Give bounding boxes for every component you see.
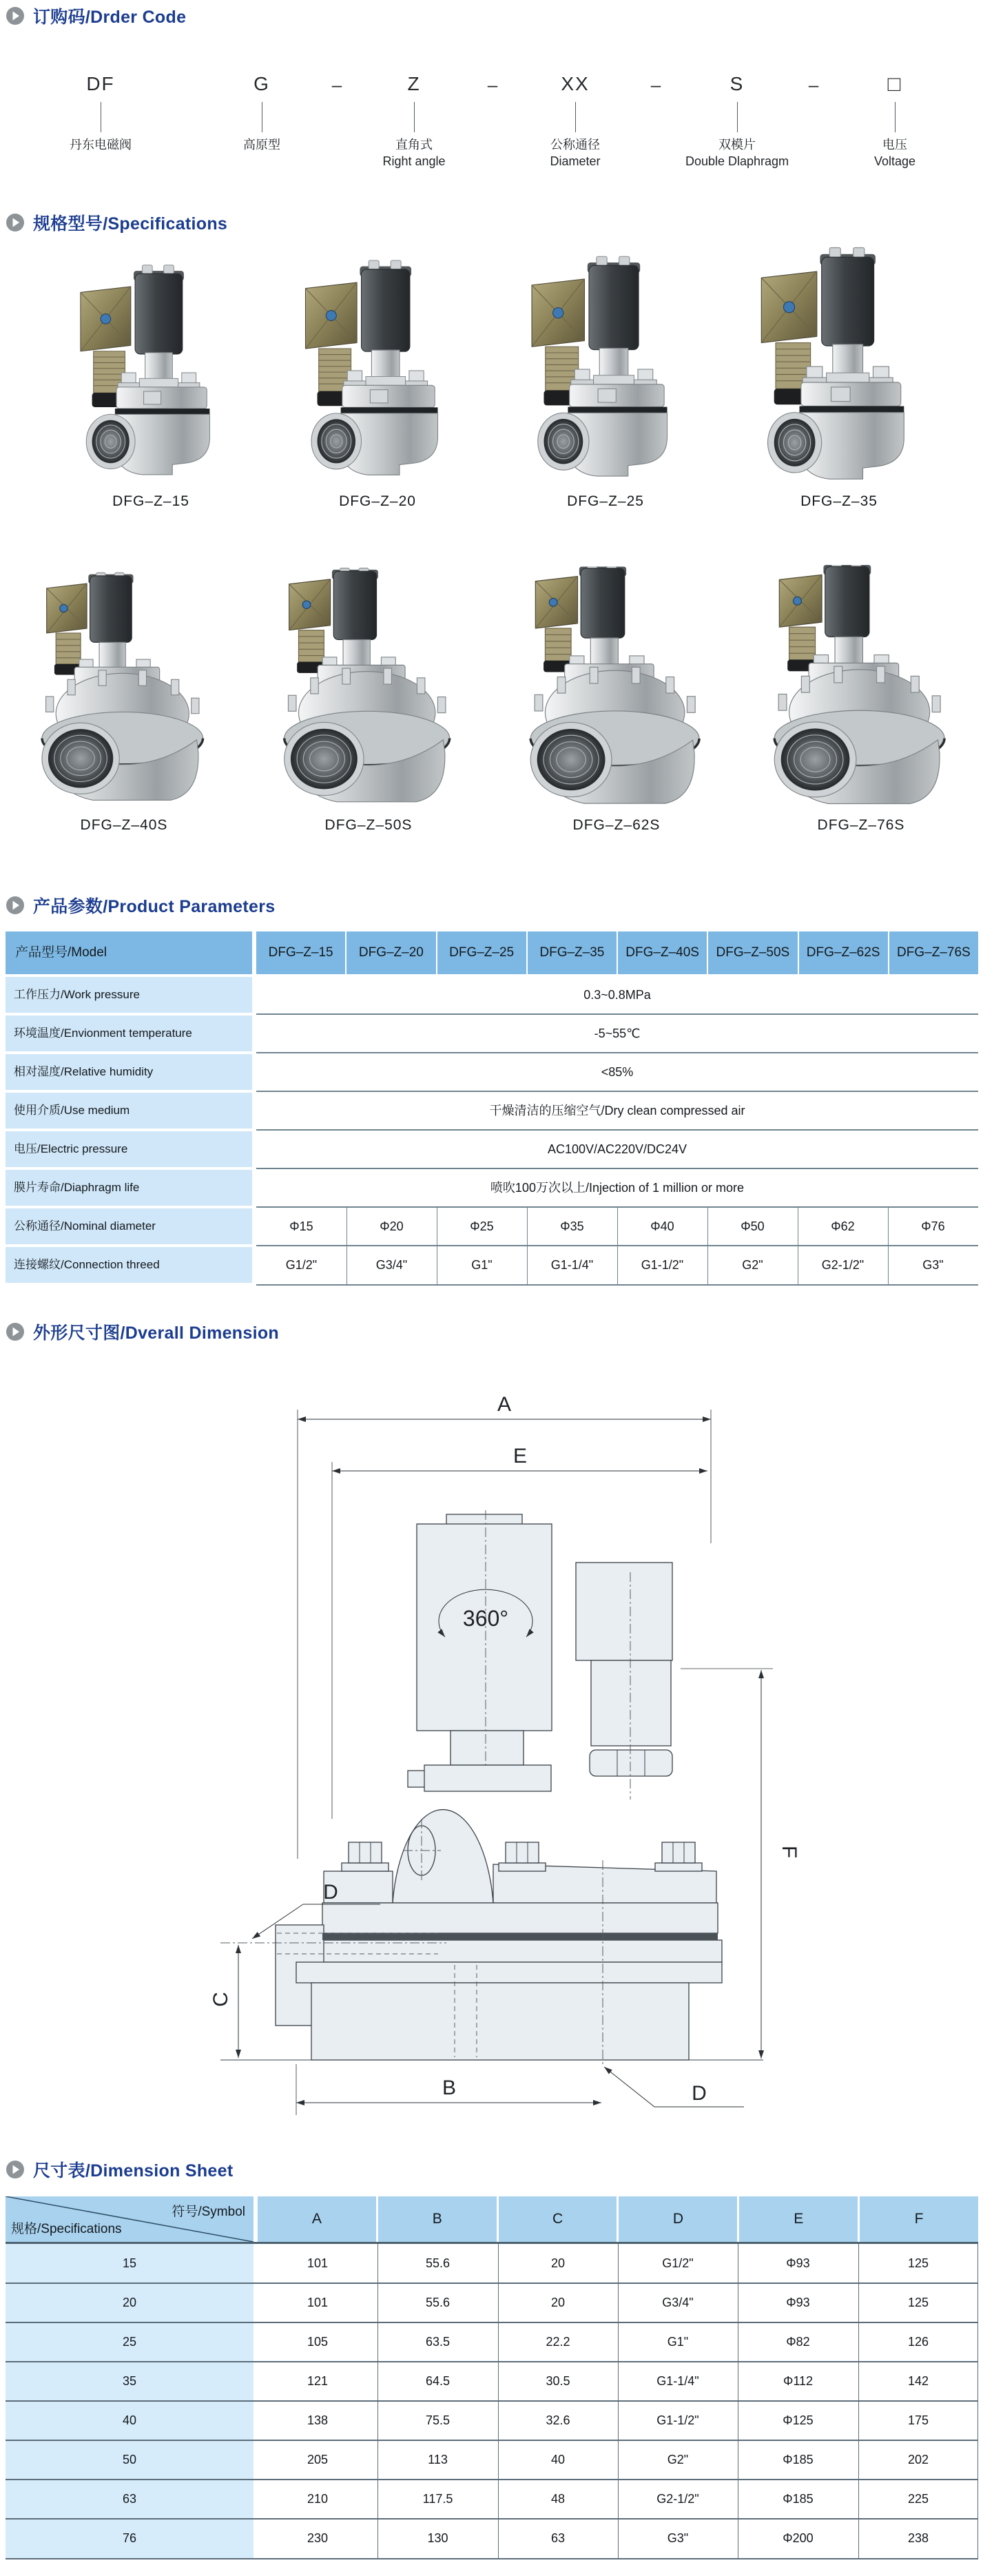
row-value: <85% bbox=[601, 1065, 634, 1079]
cell: G1/2" bbox=[285, 1258, 318, 1272]
column-divider bbox=[888, 1207, 889, 1286]
parameters-table bbox=[6, 931, 978, 1290]
cell: 202 bbox=[907, 2453, 929, 2466]
row-label: 膜片寿命/Diaphragm life bbox=[6, 1170, 252, 1206]
cell: 126 bbox=[907, 2335, 929, 2349]
code-dash: – bbox=[331, 74, 342, 95]
cell: G2-1/2" bbox=[656, 2492, 699, 2506]
cell: Φ15 bbox=[289, 1219, 313, 1233]
column-header: DFG–Z–35 bbox=[528, 931, 618, 974]
column-header: F bbox=[860, 2196, 978, 2242]
product-photo bbox=[744, 247, 934, 486]
code-label-cn: 高原型 bbox=[243, 138, 280, 152]
row-divider bbox=[256, 1052, 978, 1053]
model-caption: DFG–Z–15 bbox=[112, 493, 189, 509]
column-divider bbox=[858, 2244, 859, 2559]
diagonal-header-cell bbox=[6, 2196, 253, 2242]
product-photo bbox=[265, 568, 472, 810]
spec-cell: 20 bbox=[6, 2283, 253, 2322]
row-divider bbox=[6, 2283, 978, 2284]
column-divider bbox=[346, 1207, 347, 1286]
column-divider bbox=[618, 2244, 619, 2559]
row-divider bbox=[6, 2558, 978, 2559]
column-divider bbox=[377, 2244, 378, 2559]
dim-label-D: D bbox=[692, 2082, 707, 2105]
symbol-header-row bbox=[258, 2196, 978, 2242]
row-label: 电压/Electric pressure bbox=[6, 1131, 252, 1167]
cell: Φ112 bbox=[783, 2374, 814, 2388]
column-divider bbox=[617, 1207, 618, 1286]
cell: 40 bbox=[550, 2453, 566, 2466]
overall-dimension-drawing bbox=[193, 1392, 799, 2150]
cell: G3/4" bbox=[662, 2296, 694, 2309]
cell: 101 bbox=[307, 2296, 329, 2309]
cell: G2" bbox=[742, 1258, 763, 1272]
cell: 105 bbox=[307, 2335, 329, 2349]
model-caption: DFG–Z–50S bbox=[324, 817, 413, 833]
row-label: 公称通径/Nominal diameter bbox=[6, 1208, 252, 1244]
connector-line bbox=[575, 102, 576, 132]
code-label-en: Voltage bbox=[873, 154, 916, 168]
cell: 205 bbox=[307, 2453, 329, 2466]
cell: G3" bbox=[922, 1258, 944, 1272]
product-photo bbox=[515, 252, 696, 486]
column-header: DFG–Z–40S bbox=[618, 931, 708, 974]
row-label: 相对湿度/Relative humidity bbox=[6, 1054, 252, 1090]
spec-cell: 63 bbox=[6, 2480, 253, 2519]
column-header: E bbox=[739, 2196, 860, 2242]
cell: Φ82 bbox=[786, 2335, 810, 2349]
model-caption: DFG–Z–25 bbox=[567, 493, 644, 509]
cell: 48 bbox=[550, 2492, 566, 2506]
section-header-dimension-drawing bbox=[6, 1320, 279, 1343]
column-header: DFG–Z–62S bbox=[799, 931, 889, 974]
dim-label-D: D bbox=[323, 1881, 338, 1904]
section-header-specifications bbox=[6, 211, 227, 234]
cell: 238 bbox=[907, 2531, 929, 2545]
model-caption: DFG–Z–20 bbox=[339, 493, 416, 509]
cell: 63.5 bbox=[425, 2335, 451, 2349]
code-dash: – bbox=[650, 74, 661, 95]
column-header: C bbox=[499, 2196, 619, 2242]
product-photo bbox=[23, 570, 225, 810]
connector-line bbox=[737, 102, 738, 132]
cell: G1-1/4" bbox=[656, 2374, 699, 2388]
section-header-dimension-sheet bbox=[6, 2158, 233, 2181]
cell: G1/2" bbox=[662, 2256, 694, 2270]
code-label-cn: 公称通径 bbox=[550, 138, 600, 152]
row-label: 环境温度/Envionment temperature bbox=[6, 1016, 252, 1051]
row-divider bbox=[256, 1091, 978, 1092]
play-icon bbox=[6, 213, 25, 232]
play-icon bbox=[6, 6, 25, 25]
spec-cell: 35 bbox=[6, 2362, 253, 2401]
cell: 138 bbox=[307, 2413, 329, 2427]
product-photo bbox=[65, 259, 237, 486]
section-title: 外形尺寸图/Dverall Dimension bbox=[33, 1323, 279, 1343]
cell: 55.6 bbox=[425, 2256, 451, 2270]
column-divider bbox=[527, 1207, 528, 1286]
cell: G2" bbox=[667, 2453, 689, 2466]
dim-label-E: E bbox=[513, 1445, 528, 1467]
model-header-row bbox=[256, 931, 978, 974]
corner-spec-label: 规格/Specifications bbox=[11, 2222, 122, 2236]
row-divider bbox=[6, 2400, 978, 2402]
model-caption: DFG–Z–62S bbox=[572, 817, 661, 833]
cell: 101 bbox=[307, 2256, 329, 2270]
section-title: 订购码/Drder Code bbox=[33, 8, 187, 27]
model-caption: DFG–Z–76S bbox=[817, 817, 905, 833]
row-divider bbox=[6, 2322, 978, 2323]
order-code-segment: S bbox=[730, 73, 745, 94]
cell: Φ93 bbox=[786, 2296, 810, 2309]
cell: G3/4" bbox=[375, 1258, 408, 1272]
product-photo bbox=[511, 566, 722, 810]
cell: Φ125 bbox=[783, 2413, 814, 2427]
cell: G1-1/4" bbox=[550, 1258, 594, 1272]
cell: 30.5 bbox=[546, 2374, 570, 2388]
spec-cell: 76 bbox=[6, 2519, 253, 2558]
code-dash: – bbox=[808, 74, 819, 95]
dimension-sheet-table bbox=[6, 2196, 978, 2560]
code-label-cn: 双模片 bbox=[718, 138, 756, 152]
spec-cell: 25 bbox=[6, 2322, 253, 2362]
cell: Φ185 bbox=[783, 2492, 814, 2506]
code-dash: – bbox=[487, 74, 498, 95]
play-icon bbox=[6, 896, 25, 915]
cell: 175 bbox=[907, 2413, 929, 2427]
cell: 121 bbox=[307, 2374, 329, 2388]
row-label: 使用介质/Use medium bbox=[6, 1093, 252, 1129]
section-title: 产品参数/Product Parameters bbox=[33, 897, 276, 916]
cell: 113 bbox=[428, 2453, 448, 2466]
cell: 130 bbox=[427, 2531, 448, 2545]
cell: G3" bbox=[667, 2531, 689, 2545]
cell: 125 bbox=[907, 2296, 929, 2309]
product-photo bbox=[754, 565, 969, 810]
code-label-en: Diameter bbox=[550, 154, 601, 168]
cell: 142 bbox=[907, 2374, 929, 2388]
row-divider bbox=[6, 2440, 978, 2441]
order-code-segment: Z bbox=[407, 73, 421, 94]
cell: Φ50 bbox=[741, 1219, 765, 1233]
cell: Φ40 bbox=[650, 1219, 674, 1233]
code-label-en: Right angle bbox=[382, 154, 446, 168]
cell: Φ93 bbox=[786, 2256, 810, 2270]
row-divider bbox=[256, 1129, 978, 1131]
row-value: 干燥清洁的压缩空气/Dry clean compressed air bbox=[489, 1104, 745, 1117]
cell: 20 bbox=[550, 2256, 566, 2270]
play-icon bbox=[6, 2160, 25, 2179]
section-header-parameters bbox=[6, 894, 275, 917]
cell: 63 bbox=[550, 2531, 566, 2545]
section-title: 规格型号/Specifications bbox=[33, 214, 228, 234]
dim-label-B: B bbox=[442, 2077, 457, 2099]
column-header: DFG–Z–25 bbox=[437, 931, 528, 974]
section-title: 尺寸表/Dimension Sheet bbox=[33, 2161, 234, 2181]
cell: 75.5 bbox=[425, 2413, 451, 2427]
cell: Φ200 bbox=[783, 2531, 814, 2545]
row-divider bbox=[256, 1013, 978, 1015]
cell: Φ62 bbox=[831, 1219, 855, 1233]
cell: 230 bbox=[307, 2531, 329, 2545]
row-divider bbox=[256, 1168, 978, 1169]
order-code-segment: G bbox=[253, 73, 270, 94]
column-header: B bbox=[378, 2196, 499, 2242]
row-value: AC100V/AC220V/DC24V bbox=[547, 1142, 687, 1156]
spec-cell: 15 bbox=[6, 2244, 253, 2283]
dim-label-F: F bbox=[778, 1845, 799, 1859]
cell: G1-1/2" bbox=[641, 1258, 684, 1272]
cell: Φ25 bbox=[470, 1219, 494, 1233]
rotation-annotation: 360° bbox=[462, 1606, 509, 1631]
code-label-cn: 丹东电磁阀 bbox=[70, 138, 132, 152]
cell: 125 bbox=[907, 2256, 929, 2270]
section-header-order-code bbox=[6, 4, 186, 28]
cell: 55.6 bbox=[425, 2296, 451, 2309]
column-header: D bbox=[619, 2196, 739, 2242]
code-label-en: Double Dlaphragm bbox=[685, 154, 789, 168]
connector-line bbox=[414, 102, 415, 132]
cell: G1-1/2" bbox=[656, 2413, 699, 2427]
cell: 20 bbox=[550, 2296, 566, 2309]
cell: 32.6 bbox=[546, 2413, 570, 2427]
spec-cell: 50 bbox=[6, 2440, 253, 2480]
cell: 22.2 bbox=[546, 2335, 570, 2349]
column-header: DFG–Z–15 bbox=[256, 931, 346, 974]
cell: 225 bbox=[907, 2492, 929, 2506]
cell: 210 bbox=[307, 2492, 329, 2506]
spec-cell: 40 bbox=[6, 2401, 253, 2440]
cell: Φ76 bbox=[921, 1219, 945, 1233]
column-divider bbox=[977, 2244, 978, 2559]
cell: G2-1/2" bbox=[821, 1258, 865, 1272]
row-divider bbox=[6, 2518, 978, 2520]
dim-label-A: A bbox=[497, 1393, 512, 1416]
product-photo bbox=[289, 255, 466, 486]
column-header: 产品型号/Model bbox=[6, 931, 252, 974]
row-divider bbox=[6, 2479, 978, 2480]
row-value: -5~55℃ bbox=[594, 1027, 641, 1040]
gasket-band bbox=[322, 1933, 718, 1940]
model-caption: DFG–Z–35 bbox=[800, 493, 878, 509]
corner-symbol-label: 符号/Symbol bbox=[172, 2205, 245, 2219]
column-divider bbox=[498, 2244, 499, 2559]
model-caption: DFG–Z–40S bbox=[80, 817, 168, 833]
row-value: 0.3~0.8MPa bbox=[583, 988, 651, 1002]
row-label: 连接螺纹/Connection threed bbox=[6, 1247, 252, 1283]
cell: G1" bbox=[667, 2335, 689, 2349]
row-divider bbox=[6, 2361, 978, 2362]
cell: Φ35 bbox=[560, 1219, 584, 1233]
voltage-box: □ bbox=[887, 72, 902, 96]
column-header: DFG–Z–20 bbox=[346, 931, 437, 974]
row-value: 喷吹100万次以上/Injection of 1 million or more bbox=[490, 1181, 745, 1195]
play-icon bbox=[6, 1322, 25, 1341]
cell: Φ185 bbox=[783, 2453, 814, 2466]
code-label-cn: 直角式 bbox=[395, 138, 433, 152]
dim-label-C: C bbox=[209, 1992, 232, 2007]
column-header: DFG–Z–50S bbox=[708, 931, 798, 974]
cell: G1" bbox=[471, 1258, 493, 1272]
connector-line bbox=[895, 102, 896, 132]
cell: 64.5 bbox=[425, 2374, 451, 2388]
code-label-cn: 电压 bbox=[882, 138, 907, 152]
column-header: DFG–Z–76S bbox=[889, 931, 978, 974]
cell: Φ20 bbox=[380, 1219, 404, 1233]
order-code-segment: DF bbox=[86, 73, 115, 94]
row-label: 工作压力/Work pressure bbox=[6, 977, 252, 1013]
column-header: A bbox=[258, 2196, 378, 2242]
column-divider bbox=[707, 1207, 708, 1286]
cell: 117.5 bbox=[422, 2492, 453, 2506]
order-code-segment: XX bbox=[561, 73, 590, 94]
